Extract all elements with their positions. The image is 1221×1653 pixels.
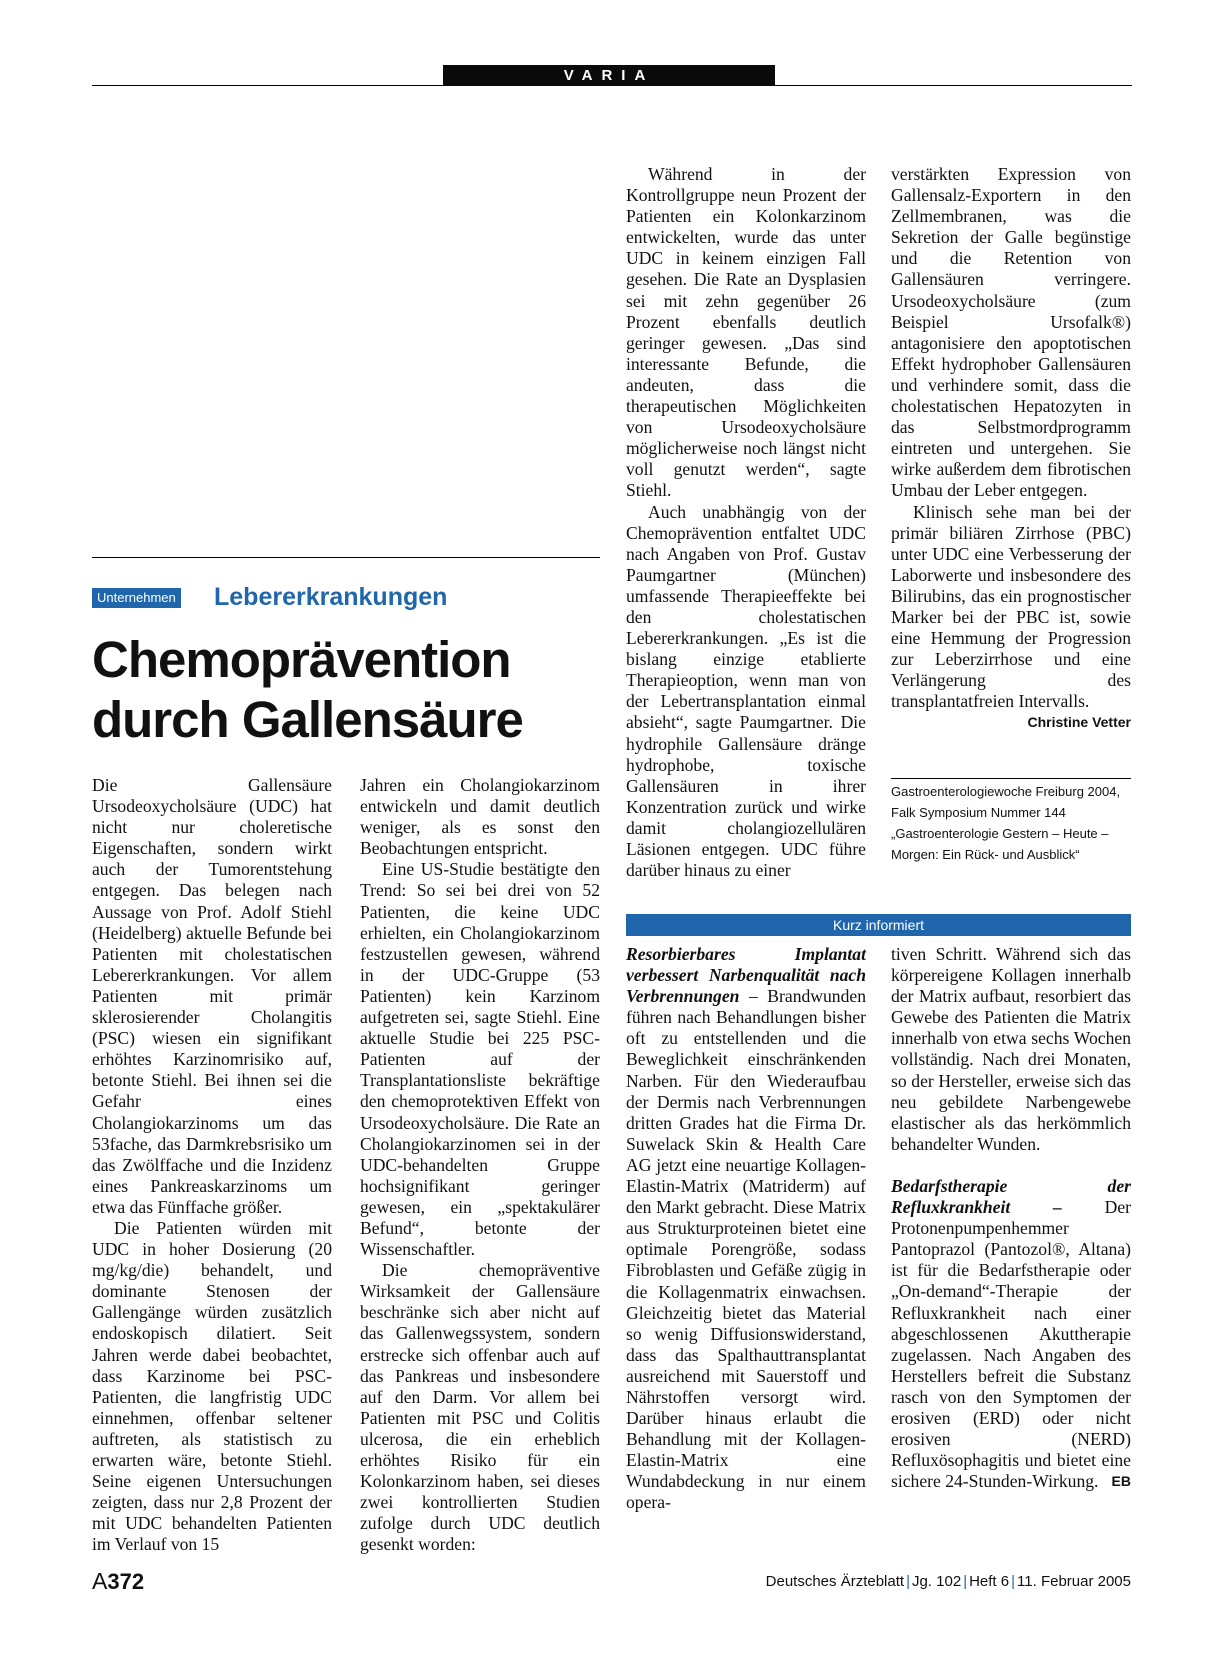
- paragraph: Während in der Kontrollgruppe neun Prozent der Patienten ein Kolonkarzinom entwickelten, wurde das unter UDC in keinem einzigen Fall gesehen. Die Rate an Dysplasien sei mit zehn gegenüber 26 Prozent ebenfalls deutlich geringer gewesen. „Das sind interessante Befunde, die andeuten, dass die therapeutischen Möglichkeiten von Ursodeoxycholsäure möglicherweise noch längst nicht voll genutzt werden“, sagte Stiehl.: [626, 164, 866, 501]
- paragraph-text: Klinisch sehe man bei der primär biliären Zirrhose (PBC) unter UDC eine Verbesserung der Laborwerte und insbesondere des Bilirubins, das ein prognostischer Marker bei der PBC ist, sowie eine Hemmung der Progression zur Leberzirrhose und eine Verlängerung des transplantatfreien Intervalls.: [891, 501, 1131, 712]
- paragraph: verstärkten Expression von Gallensalz-Exportern in den Zellmembranen, was die Sekretion der Galle begünstige und die Retention von Gallensäuren verringere. Ursodeoxycholsäure (zum Beispiel Ursofalk®) antagonisiere den apoptotischen Effekt hydrophober Gallensäuren und verhindere somit, dass die cholestatischen Hepatozyten in das Selbstmordprogramm eintreten und untergehen. Sie wirke außerdem dem fibrotischen Umbau der Leber entgegen.: [891, 164, 1131, 501]
- journal-issue: Heft 6: [969, 1573, 1010, 1590]
- news-lead: Bedarfstherapie der Refluxkrankheit –: [891, 1175, 1131, 1218]
- article-column-2: [360, 775, 600, 1555]
- article-column-4: [891, 164, 1131, 734]
- kurz-column-2: [891, 944, 1131, 1492]
- topic-heading: Lebererkrankungen: [214, 583, 448, 611]
- article-rule: [92, 557, 600, 558]
- editor-signature: EB: [1111, 1473, 1131, 1490]
- article-column-3: [626, 164, 866, 881]
- news-item: [891, 1176, 1131, 1492]
- journal-volume: Jg. 102: [911, 1573, 962, 1590]
- source-note: Gastroenterologiewoche Freiburg 2004, Falk Symposium Nummer 144 „Gastroenterologie Gestern – Heute – Morgen: Ein Rück- und Ausblick“: [891, 784, 1121, 862]
- issue-date: 11. Februar 2005: [1017, 1573, 1131, 1590]
- paragraph: Die Gallensäure Ursodeoxycholsäure (UDC) hat nicht nur choleretische Eigenschaften, sondern wirkt auch der Tumorentstehung entgegen. Das belegen nach Aussage von Prof. Adolf Stiehl (Heidelberg) aktuelle Befunde bei Patienten mit cholestatischen Lebererkrankungen. Vor allem Patienten mit primär sklerosierender Cholangitis (PSC) wiesen ein signifikant erhöhtes Karzinomrisiko auf, betonte Stiehl. Bei ihnen sei die Gefahr eines Cholangiokarzinoms um das 53fache, das Darmkrebsrisiko um das Zwölffache und die Inzidenz eines Pankreaskarzinoms um etwa das Fünffache größer.: [92, 775, 332, 1217]
- journal-name: Deutsches Ärzteblatt: [765, 1573, 905, 1590]
- paragraph: Auch unabhängig von der Chemoprävention entfaltet UDC nach Angaben von Prof. Gustav Paumgartner (München) umfassende Therapieeffekte bei den cholestatischen Lebererkrankungen. „Es ist die bislang einzige etablierte Therapieoption, wenn man von der Lebertransplantation einmal absieht“, sagte Paumgartner. Die hydrophile Gallensäure dränge hydrophobe, toxische Gallensäuren in ihrer Konzentration zurück und wirke damit cholangiozellulären Läsionen entgegen. UDC führe darüber hinaus zu einer: [626, 501, 866, 881]
- section-label: VARIA: [443, 65, 775, 86]
- paragraph: Die chemopräventive Wirksamkeit der Gallensäure beschränke sich aber nicht auf das Gallenwegssystem, sondern erstrecke sich offenbar auch auf das Pankreas und insbesondere auf den Darm. Vor allem bei Patienten mit PSC und Colitis ulcerosa, die ein erheblich erhöhtes Risiko für ein Kolonkarzinom haben, sei dieses zwei kontrollierten Studien zufolge durch UDC deutlich gesenkt worden:: [360, 1260, 600, 1555]
- page-number: [92, 1568, 144, 1595]
- news-text: – Brandwunden führen nach Behandlungen bisher oft zu entstellenden und die Beweglichkeit einschränkenden Narben. Für den Wiederaufbau der Dermis nach Verbrennungen dritten Grades hat die Firma Dr. Suwelack Skin & Health Care AG jetzt eine neuartige Kollagen-Elastin-Matrix (Matriderm) auf den Markt gebracht. Diese Matrix aus Strukturproteinen bietet eine optimale Porengröße, sodass Fibroblasten und Gefäße zügig in die Kollagenmatrix einwachsen. Gleichzeitig bietet das Material so wenig Diffusionswiderstand, dass das Spalthauttransplantat ausreichend mit Sauerstoff und Nährstoffen versorgt wird. Darüber hinaus erlaubt die Behandlung mit der Kollagen-Elastin-Matrix eine Wundabdeckung in nur einem opera-: [626, 986, 866, 1513]
- news-text: Der Protonenpumpenhemmer Pantoprazol (Pantozol®, Altana) ist für die Bedarfstherapie oder „On-demand“-Therapie der Refluxkrankheit nach einer abgeschlossenen Akuttherapie zugelassen. Nach Angaben des Herstellers befreit die Substanz rasch von den Symptomen der erosiven (ERD) oder nicht erosiven (NERD) Refluxösophagitis und bietet eine sichere 24-Stunden-Wirkung.: [891, 1197, 1131, 1492]
- author-byline: Christine Vetter: [1027, 714, 1131, 731]
- article-column-1: [92, 775, 332, 1555]
- footer-citation: Deutsches Ärzteblatt | Jg. 102 | Heft 6 | 11. Februar 2005: [765, 1573, 1131, 1590]
- kurz-column-1: [626, 944, 866, 1514]
- category-badge: Unternehmen: [92, 588, 181, 608]
- page-number-value: 372: [107, 1569, 145, 1594]
- paragraph: [891, 501, 1131, 731]
- paragraph: Eine US-Studie bestätigte den Trend: So sei bei drei von 52 Patienten, die keine UDC erhielten, ein Cholangiokarzinom festzustellen gewesen, während in der UDC-Gruppe (53 Patienten) kein Karzinom aufgetreten sei, sagte Stiehl. Eine aktuelle Studie bei 225 PSC-Patienten auf der Transplantationsliste bekräftige den chemoprotektiven Effekt von Ursodeoxycholsäure. Die Rate an Cholangiokarzinomen sei in der UDC-behandelten Gruppe hochsignifikant geringer gewesen, ein „spektakulärer Befund“, betonte der Wissenschaftler.: [360, 859, 600, 1260]
- paragraph: Jahren ein Cholangiokarzinom entwickeln und damit deutlich weniger, als es sonst den Beobachtungen entspricht.: [360, 775, 600, 859]
- kurz-informiert-header: Kurz informiert: [626, 914, 1131, 936]
- article-title: Chemoprävention durch Gallensäure: [92, 631, 523, 748]
- news-lead: Resorbierbares Implantat verbessert Narbenqualität nach Verbrennungen: [626, 944, 866, 1007]
- journal-logo-icon: A: [92, 1568, 108, 1594]
- source-rule: [891, 778, 1131, 779]
- news-text: tiven Schritt. Während sich das körpereigene Kollagen innerhalb der Matrix aufbaut, resorbiert das Gewebe des Patienten die Matrix innerhalb von etwa sechs Wochen vollständig. Nach drei Monaten, so der Hersteller, erweise sich das neu gebildete Narbengewebe elastischer als das herkömmlich behandelter Wunden.: [891, 944, 1131, 1154]
- paragraph: Die Patienten würden mit UDC in hoher Dosierung (20 mg/kg/die) behandelt, und dominante Stenosen der Gallengänge würden zusätzlich endoskopisch dilatiert. Seit Jahren werde dabei beobachtet, dass Karzinome bei PSC-Patienten, die langfristig UDC einnehmen, offenbar seltener auftreten, als statistisch zu erwarten wäre, betonte Stiehl. Seine eigenen Untersuchungen zeigten, dass nur 2,8 Prozent der mit UDC behandelten Patienten im Verlauf von 15: [92, 1217, 332, 1555]
- news-item: [626, 944, 866, 1514]
